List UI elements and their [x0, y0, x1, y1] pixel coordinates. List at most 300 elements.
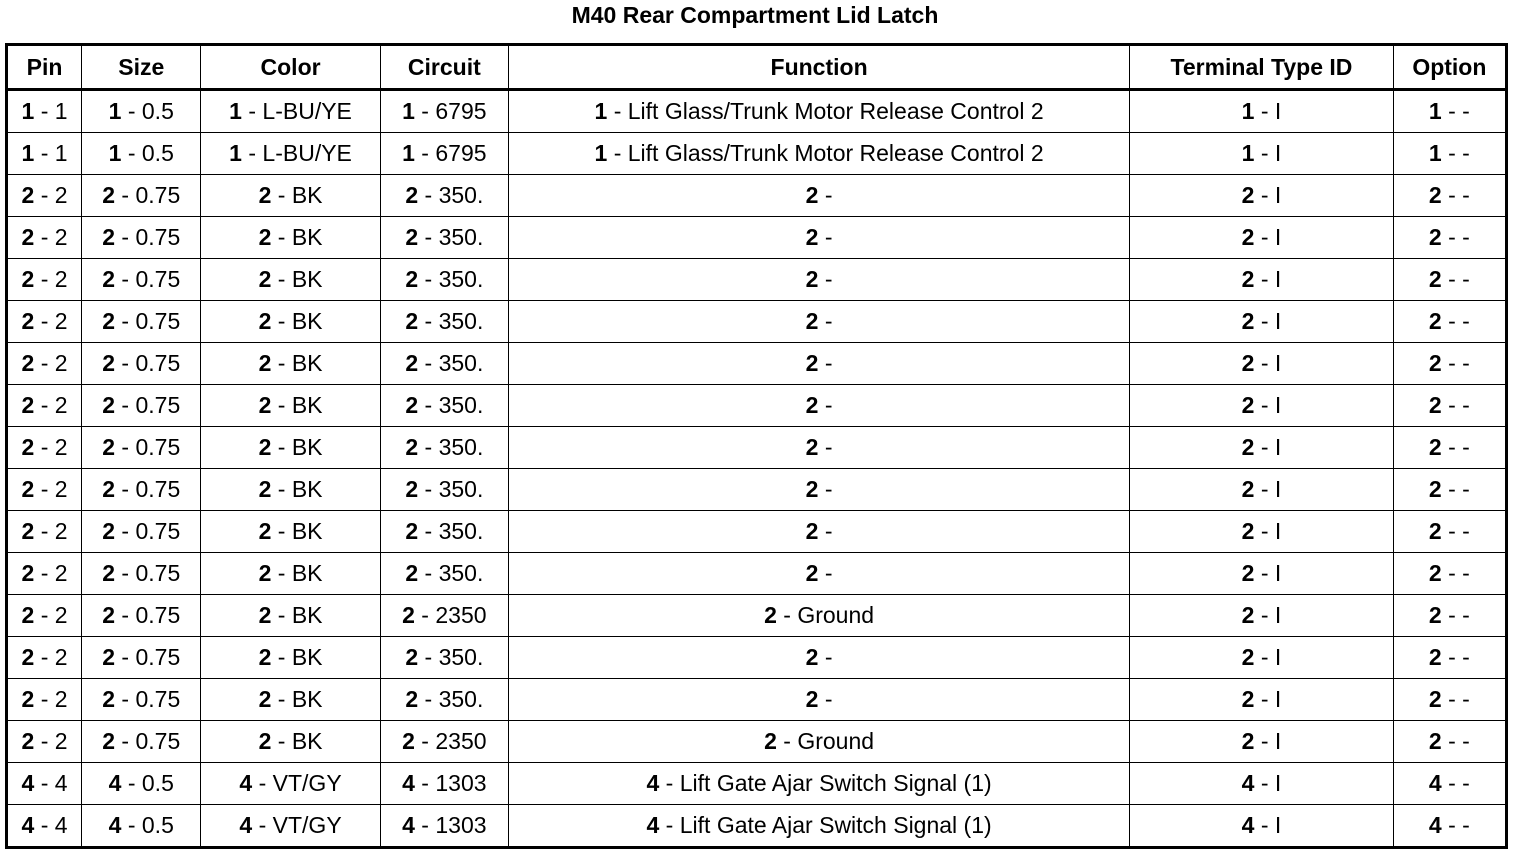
cell-value: 2 [54, 686, 68, 712]
cell-option [1393, 343, 1506, 385]
cell-row-number: 4 [21, 812, 35, 838]
cell-separator: - [1441, 308, 1463, 334]
cell-separator: - [271, 224, 292, 250]
cell-value: 2 [54, 224, 68, 250]
cell-separator: - [414, 728, 436, 754]
cell-value: BK [291, 686, 323, 712]
cell-row-number: 1 [1241, 140, 1255, 166]
header-option: Option [1393, 45, 1506, 90]
cell-row-number: 4 [1241, 812, 1255, 838]
cell-function [508, 385, 1129, 427]
table-row [7, 259, 1507, 301]
cell-row-number: 2 [1428, 686, 1442, 712]
cell-value: L-BU/YE [262, 98, 352, 124]
cell-value: 350. [438, 518, 484, 544]
cell-separator: - [1254, 602, 1275, 628]
connector-pin-table [5, 43, 1508, 849]
cell-row-number: 2 [258, 182, 272, 208]
cell-row-number: 1 [1428, 140, 1442, 166]
cell-value: 0.75 [135, 308, 181, 334]
table-row [7, 595, 1507, 637]
cell-row-number: 2 [405, 686, 419, 712]
cell-value: 1 [54, 140, 68, 166]
cell-value: I [1274, 182, 1282, 208]
cell-color [201, 259, 380, 301]
cell-separator: - [271, 644, 292, 670]
cell-size [82, 805, 201, 848]
cell-row-number: 2 [805, 350, 819, 376]
cell-separator: - [271, 518, 292, 544]
cell-row-number: 2 [1241, 266, 1255, 292]
cell-separator: - [121, 140, 142, 166]
cell-function [508, 301, 1129, 343]
cell-pin [7, 721, 82, 763]
table-row [7, 511, 1507, 553]
cell-size [82, 133, 201, 175]
cell-value: 6795 [435, 140, 487, 166]
cell-value: 2 [54, 518, 68, 544]
table-row [7, 133, 1507, 175]
cell-separator: - [241, 98, 263, 124]
cell-value: - [1462, 812, 1470, 838]
cell-separator: - [115, 224, 136, 250]
cell-value: 0.75 [135, 602, 181, 628]
cell-size [82, 259, 201, 301]
cell-row-number: 1 [594, 140, 608, 166]
cell-separator: - [818, 350, 833, 376]
cell-value: - [1462, 686, 1470, 712]
cell-value: I [1274, 644, 1282, 670]
cell-value: - [1462, 350, 1470, 376]
cell-option [1393, 679, 1506, 721]
cell-terminal-type-id [1130, 721, 1394, 763]
cell-row-number: 1 [21, 140, 35, 166]
cell-separator: - [1254, 224, 1275, 250]
cell-pin [7, 805, 82, 848]
cell-row-number: 2 [405, 308, 419, 334]
cell-row-number: 2 [21, 182, 35, 208]
cell-terminal-type-id [1130, 90, 1394, 133]
cell-separator: - [34, 644, 55, 670]
cell-circuit [380, 763, 508, 805]
cell-value: VT/GY [272, 770, 342, 796]
cell-separator: - [418, 476, 439, 502]
cell-separator: - [418, 644, 439, 670]
cell-function [508, 469, 1129, 511]
cell-row-number: 2 [102, 728, 116, 754]
cell-function [508, 133, 1129, 175]
cell-row-number: 2 [805, 476, 819, 502]
cell-value: - [1462, 140, 1470, 166]
cell-row-number: 4 [1241, 770, 1255, 796]
cell-row-number: 2 [1428, 392, 1442, 418]
cell-value: Lift Glass/Trunk Motor Release Control 2 [627, 140, 1044, 166]
cell-circuit [380, 343, 508, 385]
cell-separator: - [1254, 476, 1275, 502]
cell-value: 0.75 [135, 686, 181, 712]
cell-value: BK [291, 476, 323, 502]
cell-separator: - [34, 770, 55, 796]
cell-row-number: 2 [21, 644, 35, 670]
cell-row-number: 4 [402, 770, 415, 796]
cell-terminal-type-id [1130, 175, 1394, 217]
cell-size [82, 385, 201, 427]
cell-separator: - [818, 224, 833, 250]
cell-separator: - [414, 98, 436, 124]
cell-row-number: 2 [21, 308, 35, 334]
cell-separator: - [418, 350, 439, 376]
cell-row-number: 1 [1241, 98, 1255, 124]
cell-value: I [1274, 770, 1282, 796]
cell-row-number: 2 [21, 476, 35, 502]
cell-value: 0.75 [135, 434, 181, 460]
cell-option [1393, 469, 1506, 511]
cell-value: VT/GY [272, 812, 342, 838]
cell-row-number: 2 [102, 224, 116, 250]
cell-terminal-type-id [1130, 217, 1394, 259]
cell-value: - [1462, 434, 1470, 460]
cell-row-number: 2 [258, 560, 272, 586]
cell-color [201, 133, 380, 175]
cell-separator: - [121, 770, 142, 796]
cell-pin [7, 90, 82, 133]
cell-row-number: 1 [21, 98, 35, 124]
cell-row-number: 2 [764, 602, 777, 628]
cell-value: 0.75 [135, 182, 181, 208]
cell-circuit [380, 679, 508, 721]
cell-row-number: 2 [1428, 644, 1442, 670]
cell-value: BK [291, 560, 323, 586]
table-row [7, 721, 1507, 763]
cell-circuit [380, 259, 508, 301]
cell-value: I [1274, 266, 1282, 292]
header-function: Function [508, 45, 1129, 90]
cell-row-number: 2 [805, 392, 819, 418]
cell-separator: - [414, 812, 436, 838]
cell-separator: - [34, 728, 55, 754]
cell-row-number: 2 [21, 224, 35, 250]
cell-value: - [1462, 770, 1470, 796]
cell-separator: - [34, 476, 55, 502]
cell-separator: - [418, 224, 439, 250]
cell-row-number: 2 [21, 266, 35, 292]
cell-size [82, 511, 201, 553]
cell-row-number: 2 [21, 602, 35, 628]
cell-circuit [380, 90, 508, 133]
cell-separator: - [818, 686, 833, 712]
cell-value: 350. [438, 350, 484, 376]
cell-size [82, 553, 201, 595]
cell-terminal-type-id [1130, 343, 1394, 385]
cell-circuit [380, 805, 508, 848]
cell-pin [7, 301, 82, 343]
cell-separator: - [818, 266, 833, 292]
cell-function [508, 553, 1129, 595]
cell-separator: - [34, 812, 55, 838]
cell-row-number: 2 [805, 644, 819, 670]
cell-terminal-type-id [1130, 637, 1394, 679]
cell-separator: - [115, 308, 136, 334]
cell-row-number: 2 [102, 350, 116, 376]
cell-row-number: 2 [805, 308, 819, 334]
cell-row-number: 2 [805, 182, 819, 208]
cell-row-number: 2 [405, 644, 419, 670]
cell-separator: - [1441, 644, 1463, 670]
cell-value: I [1274, 560, 1282, 586]
cell-value: 350. [438, 476, 484, 502]
cell-value: BK [291, 266, 323, 292]
cell-separator: - [115, 686, 136, 712]
cell-row-number: 2 [21, 434, 35, 460]
cell-value: - [1462, 182, 1470, 208]
cell-row-number: 2 [1428, 518, 1442, 544]
cell-size [82, 721, 201, 763]
cell-value: 2 [54, 728, 68, 754]
cell-color [201, 469, 380, 511]
cell-separator: - [115, 266, 136, 292]
cell-circuit [380, 385, 508, 427]
cell-row-number: 2 [258, 392, 272, 418]
cell-pin [7, 385, 82, 427]
cell-separator: - [1254, 686, 1275, 712]
cell-separator: - [1441, 392, 1463, 418]
cell-row-number: 4 [21, 770, 35, 796]
cell-separator: - [1441, 770, 1463, 796]
cell-circuit [380, 427, 508, 469]
cell-terminal-type-id [1130, 385, 1394, 427]
cell-value: Ground [797, 602, 875, 628]
cell-value: I [1274, 140, 1282, 166]
cell-row-number: 4 [239, 812, 253, 838]
cell-value: 2 [54, 644, 68, 670]
cell-separator: - [1441, 812, 1463, 838]
cell-row-number: 2 [1241, 308, 1255, 334]
cell-color [201, 763, 380, 805]
cell-row-number: 1 [229, 140, 242, 166]
cell-separator: - [121, 812, 142, 838]
cell-value: 4 [54, 770, 68, 796]
cell-value: I [1274, 434, 1282, 460]
cell-separator: - [414, 602, 436, 628]
cell-terminal-type-id [1130, 259, 1394, 301]
header-size: Size [82, 45, 201, 90]
cell-separator: - [818, 434, 833, 460]
cell-color [201, 553, 380, 595]
cell-terminal-type-id [1130, 427, 1394, 469]
cell-size [82, 90, 201, 133]
cell-separator: - [271, 602, 292, 628]
cell-separator: - [1441, 518, 1463, 544]
cell-row-number: 2 [102, 686, 116, 712]
cell-separator: - [271, 392, 292, 418]
cell-value: I [1274, 476, 1282, 502]
cell-value: 2 [54, 350, 68, 376]
cell-row-number: 2 [258, 728, 272, 754]
cell-terminal-type-id [1130, 763, 1394, 805]
cell-row-number: 4 [108, 812, 122, 838]
cell-color [201, 511, 380, 553]
cell-separator: - [1441, 602, 1463, 628]
cell-value: BK [291, 350, 323, 376]
cell-separator: - [1254, 266, 1275, 292]
cell-separator: - [418, 392, 439, 418]
cell-separator: - [115, 728, 136, 754]
cell-value: 0.5 [141, 770, 174, 796]
cell-option [1393, 217, 1506, 259]
cell-value: BK [291, 644, 323, 670]
cell-row-number: 2 [1428, 434, 1442, 460]
cell-row-number: 2 [805, 224, 819, 250]
cell-value: BK [291, 518, 323, 544]
cell-separator: - [776, 728, 798, 754]
cell-value: 0.5 [141, 98, 174, 124]
cell-row-number: 2 [102, 182, 116, 208]
cell-separator: - [1254, 392, 1275, 418]
cell-separator: - [252, 812, 273, 838]
table-row [7, 427, 1507, 469]
cell-separator: - [418, 518, 439, 544]
cell-separator: - [121, 98, 142, 124]
cell-function [508, 259, 1129, 301]
cell-row-number: 2 [405, 518, 419, 544]
cell-circuit [380, 553, 508, 595]
cell-option [1393, 385, 1506, 427]
cell-row-number: 2 [102, 434, 116, 460]
table-row [7, 343, 1507, 385]
cell-value: I [1274, 308, 1282, 334]
cell-color [201, 343, 380, 385]
cell-option [1393, 133, 1506, 175]
cell-row-number: 2 [405, 182, 419, 208]
cell-separator: - [34, 350, 55, 376]
cell-separator: - [1441, 560, 1463, 586]
cell-pin [7, 511, 82, 553]
cell-row-number: 2 [405, 476, 419, 502]
cell-value: BK [291, 392, 323, 418]
cell-value: 0.75 [135, 518, 181, 544]
cell-circuit [380, 301, 508, 343]
cell-separator: - [271, 266, 292, 292]
cell-separator: - [34, 224, 55, 250]
cell-value: Lift Gate Ajar Switch Signal (1) [679, 770, 992, 796]
cell-value: - [1462, 518, 1470, 544]
cell-row-number: 2 [102, 602, 116, 628]
cell-separator: - [418, 266, 439, 292]
cell-value: BK [291, 182, 323, 208]
cell-row-number: 4 [108, 770, 122, 796]
cell-separator: - [818, 476, 833, 502]
cell-row-number: 2 [102, 266, 116, 292]
cell-pin [7, 175, 82, 217]
cell-terminal-type-id [1130, 679, 1394, 721]
cell-separator: - [414, 140, 436, 166]
cell-value: 350. [438, 560, 484, 586]
cell-row-number: 4 [1428, 812, 1442, 838]
cell-option [1393, 175, 1506, 217]
cell-row-number: 2 [405, 350, 419, 376]
cell-value: 0.75 [135, 728, 181, 754]
cell-row-number: 2 [764, 728, 777, 754]
cell-separator: - [34, 98, 55, 124]
cell-separator: - [34, 392, 55, 418]
cell-color [201, 805, 380, 848]
cell-row-number: 2 [405, 434, 419, 460]
cell-separator: - [271, 182, 292, 208]
cell-row-number: 2 [21, 686, 35, 712]
cell-separator: - [1254, 98, 1275, 124]
cell-separator: - [1441, 686, 1463, 712]
cell-color [201, 721, 380, 763]
cell-option [1393, 553, 1506, 595]
cell-row-number: 2 [805, 434, 819, 460]
cell-separator: - [607, 140, 628, 166]
cell-row-number: 2 [1241, 686, 1255, 712]
cell-separator: - [271, 434, 292, 460]
cell-function [508, 511, 1129, 553]
cell-separator: - [1441, 182, 1463, 208]
cell-separator: - [34, 434, 55, 460]
cell-row-number: 2 [1241, 350, 1255, 376]
cell-separator: - [1441, 476, 1463, 502]
cell-separator: - [1254, 140, 1275, 166]
cell-value: 0.75 [135, 392, 181, 418]
cell-row-number: 2 [1241, 392, 1255, 418]
cell-value: 2 [54, 560, 68, 586]
cell-row-number: 2 [405, 560, 419, 586]
cell-separator: - [1441, 434, 1463, 460]
cell-circuit [380, 133, 508, 175]
cell-pin [7, 133, 82, 175]
cell-value: 0.75 [135, 476, 181, 502]
cell-value: I [1274, 392, 1282, 418]
cell-value: 350. [438, 392, 484, 418]
header-terminal-type-id: Terminal Type ID [1130, 45, 1394, 90]
cell-value: 350. [438, 686, 484, 712]
cell-value: - [1462, 602, 1470, 628]
cell-terminal-type-id [1130, 301, 1394, 343]
cell-separator: - [1254, 644, 1275, 670]
cell-row-number: 2 [1428, 308, 1442, 334]
cell-row-number: 2 [21, 518, 35, 544]
cell-circuit [380, 637, 508, 679]
cell-color [201, 637, 380, 679]
cell-value: I [1274, 686, 1282, 712]
cell-separator: - [115, 434, 136, 460]
table-row [7, 217, 1507, 259]
table-row [7, 301, 1507, 343]
cell-separator: - [271, 728, 292, 754]
cell-row-number: 2 [1241, 560, 1255, 586]
cell-terminal-type-id [1130, 805, 1394, 848]
cell-pin [7, 343, 82, 385]
cell-value: 2350 [435, 728, 487, 754]
cell-value: 2 [54, 434, 68, 460]
cell-value: 1303 [435, 770, 487, 796]
cell-separator: - [34, 518, 55, 544]
cell-value: Lift Gate Ajar Switch Signal (1) [679, 812, 992, 838]
cell-value: I [1274, 518, 1282, 544]
cell-value: 2 [54, 308, 68, 334]
cell-row-number: 2 [1241, 644, 1255, 670]
cell-separator: - [1441, 350, 1463, 376]
table-body [7, 90, 1507, 848]
cell-separator: - [115, 560, 136, 586]
cell-color [201, 301, 380, 343]
cell-row-number: 4 [239, 770, 253, 796]
cell-separator: - [34, 140, 55, 166]
cell-function [508, 637, 1129, 679]
header-row [7, 45, 1507, 90]
